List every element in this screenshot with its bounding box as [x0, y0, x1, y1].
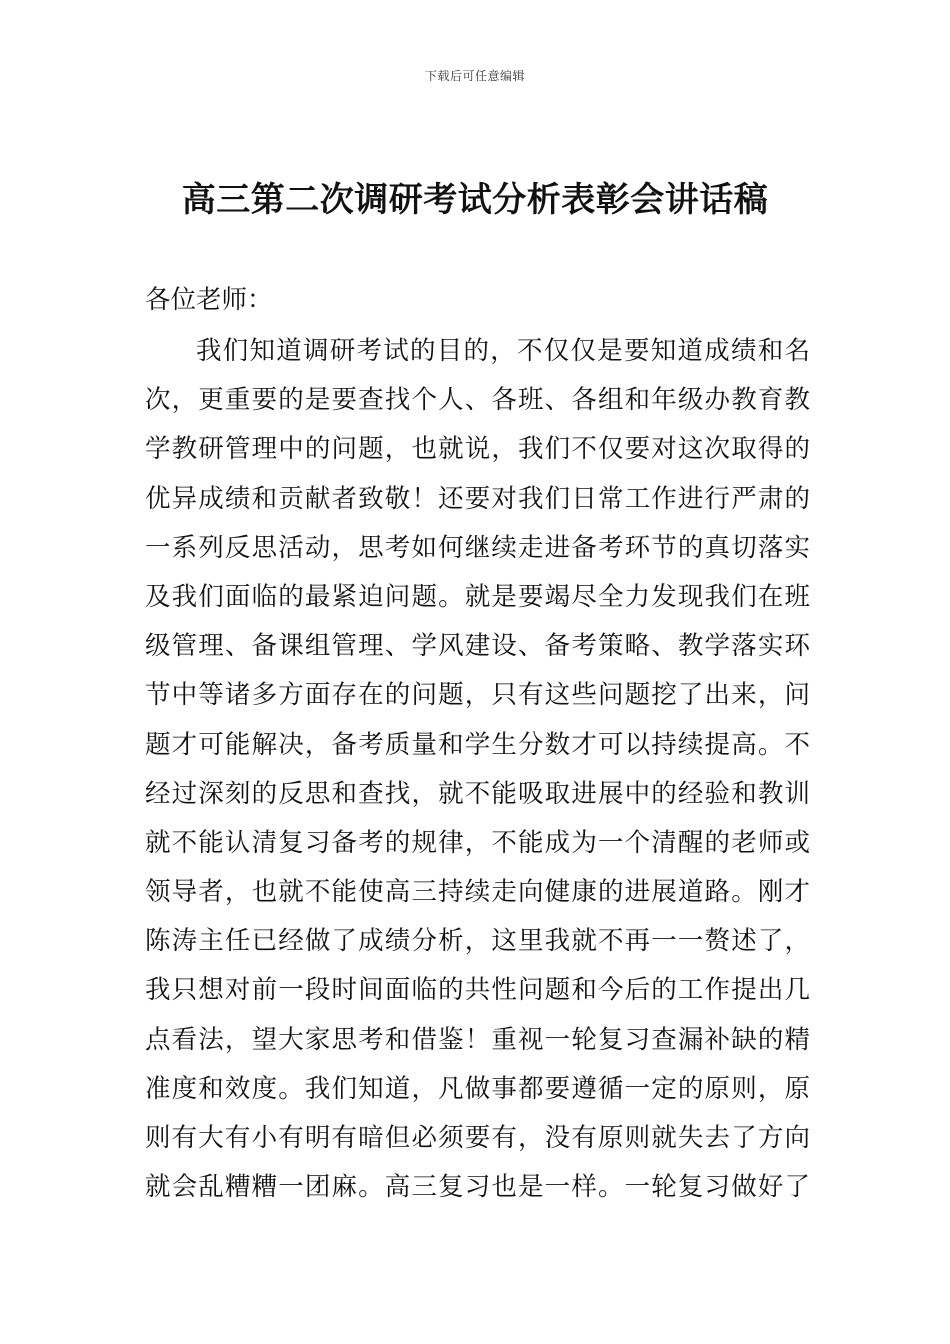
body-line: 优异成绩和贡献者致敬！还要对我们日常工作进行严肃的	[145, 483, 810, 514]
body-line: 级管理、备课组管理、学风建设、备考策略、教学落实环	[145, 631, 810, 662]
body-line: 题才可能解决，备考质量和学生分数才可以持续提高。不	[145, 729, 810, 760]
body-line: 就不能认清复习备考的规律，不能成为一个清醒的老师或	[145, 827, 810, 858]
body-line: 次，更重要的是要查找个人、各班、各组和年级办教育教	[145, 385, 810, 416]
body-line: 陈涛主任已经做了成绩分析，这里我就不再一一赘述了，	[145, 926, 810, 957]
header-note: 下载后可任意编辑	[424, 69, 525, 83]
body-line: 我只想对前一段时间面临的共性问题和今后的工作提出几	[145, 975, 810, 1006]
body-line: 经过深刻的反思和查找，就不能吸取进展中的经验和教训	[145, 778, 810, 809]
salutation: 各位老师：	[145, 285, 273, 315]
body-line: 准度和效度。我们知道，凡做事都要遵循一定的原则，原	[145, 1073, 810, 1104]
body-line: 领导者，也就不能使高三持续走向健康的进展道路。刚才	[145, 877, 810, 908]
document-title: 高三第二次调研考试分析表彰会讲话稿	[181, 180, 769, 220]
body-line: 我们知道调研考试的目的，不仅仅是要知道成绩和名	[196, 336, 810, 366]
body-line: 点看法，望大家思考和借鉴！重视一轮复习查漏补缺的精	[145, 1024, 810, 1055]
body-line: 及我们面临的最紧迫问题。就是要竭尽全力发现我们在班	[145, 581, 810, 612]
body-line: 就会乱糟糟一团麻。高三复习也是一样。一轮复习做好了	[145, 1172, 810, 1203]
body-line: 一系列反思活动，思考如何继续走进备考环节的真切落实	[145, 532, 810, 563]
body-line: 节中等诸多方面存在的问题，只有这些问题挖了出来，问	[145, 680, 810, 711]
body-line: 则有大有小有明有暗但必须要有，没有原则就失去了方向	[145, 1123, 810, 1153]
body-line: 学教研管理中的问题，也就说，我们不仅要对这次取得的	[145, 434, 810, 465]
body-text	[145, 331, 810, 1216]
